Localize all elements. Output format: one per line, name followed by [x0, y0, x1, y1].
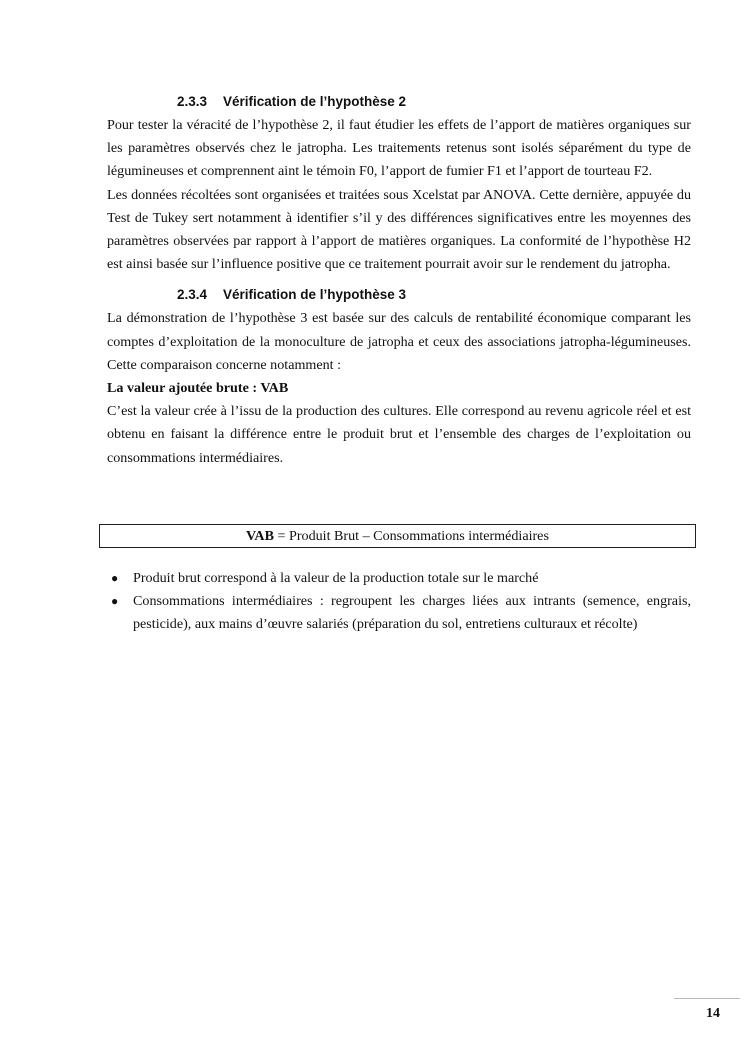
formula-expression: = Produit Brut – Consommations intermédiaires — [274, 528, 549, 544]
formula-box — [99, 524, 696, 548]
section-title: Vérification de l’hypothèse 3 — [223, 287, 407, 303]
paragraph: Pour tester la véracité de l’hypothèse 2, il faut étudier les effets de l’apport de matières organiques sur les paramètres observés chez le jatropha. Les traitements retenus sont isolés séparément du type de légumineuses et comprennent aint le témoin F0, l’apport de fumier F1 et l’apport de tourteau F2. — [107, 117, 691, 180]
section-heading-2-3-4 — [107, 283, 691, 307]
subheading-vab: La valeur ajoutée brute : VAB — [107, 380, 289, 397]
main-content — [107, 90, 691, 470]
paragraph: La démonstration de l’hypothèse 3 est basée sur des calculs de rentabilité économique comparant les comptes d’exploitation de la monoculture de jatropha et ceux des associations jatropha-légumineuses. Cette comparaison concerne notamment : — [107, 310, 691, 373]
formula-term: VAB — [246, 528, 274, 544]
section-number: 2.3.4 — [177, 287, 208, 303]
bullet-icon: ● — [111, 594, 119, 609]
list-item: ● Produit brut correspond à la valeur de la production totale sur le marché — [107, 567, 691, 590]
paragraph: Les données récoltées sont organisées et traitées sous Xcelstat par ANOVA. Cette dernière, appuyée du Test de Tukey sert notamment à identifier s’il y des différences significatives entre les moyennes des paramètres observées par rapport à l’apport de matières organiques. La conformité de l’hypothèse H2 est ainsi basée sur l’influence positive que ce traitement pourrait avoir sur le rendement du jatropha. — [107, 186, 691, 273]
section-title: Vérification de l’hypothèse 2 — [223, 94, 407, 109]
page-number: 14 — [706, 1006, 720, 1021]
section-heading-2-3-3 — [107, 90, 691, 114]
bullet-icon: ● — [111, 571, 119, 585]
bullet-list — [107, 567, 691, 637]
section-number: 2.3.3 — [177, 94, 208, 109]
footer-divider — [674, 998, 740, 999]
paragraph: C’est la valeur crée à l’issu de la production des cultures. Elle correspond au revenu agricole réel et est obtenu en faisant la différence entre le produit brut et l’ensemble des charges de l’exploitation ou consommations intermédiaires. — [107, 403, 691, 466]
list-item: ● Consommations intermédiaires : regroupent les charges liées aux intrants (semence, engrais, pesticide), aux mains d’œuvre salariés (préparation du sol, entretiens culturaux et récolte) — [107, 590, 691, 636]
